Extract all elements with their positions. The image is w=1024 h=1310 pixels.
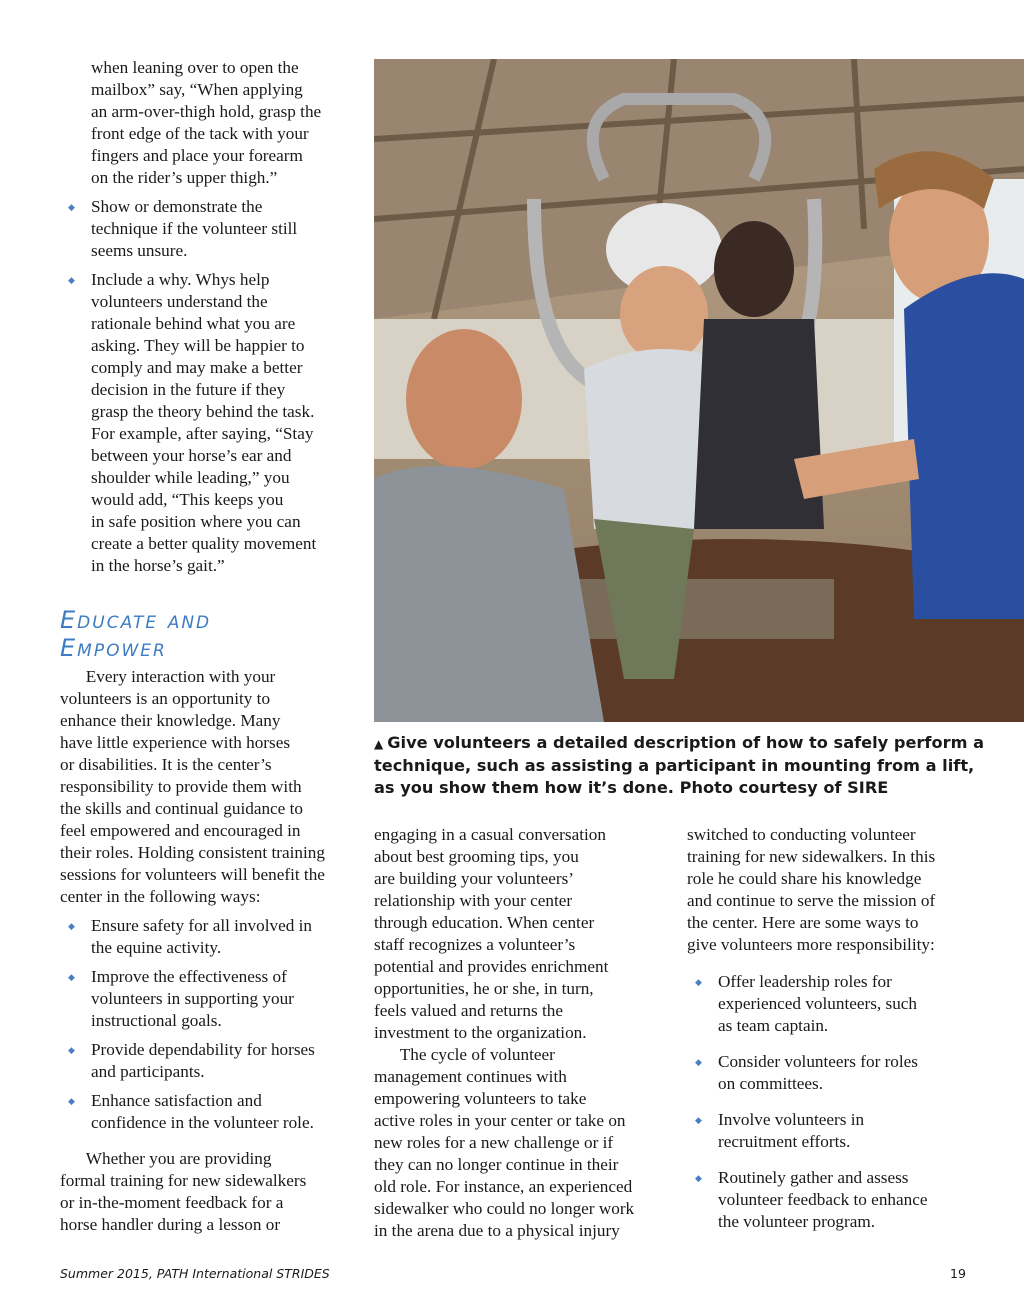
text-line: instructional goals. (91, 1011, 222, 1030)
text-line: seems unsure. (91, 241, 188, 260)
text-line: their roles. Holding consistent training (60, 843, 325, 862)
text-line: between your horse’s ear and (91, 446, 292, 465)
text-line: empowering volunteers to take (374, 1089, 587, 1108)
text-line: the center. Here are some ways to (687, 913, 919, 932)
text-line: are building your volunteers’ (374, 869, 574, 888)
text-line: the volunteer program. (718, 1212, 876, 1231)
text-line: ◆ Enhance satisfaction and (91, 1091, 262, 1110)
bullet-item (60, 966, 350, 1032)
text-line: opportunities, he or she, in turn, (374, 979, 594, 998)
text-line: comply and may make a better (91, 358, 303, 377)
text-line: enhance their knowledge. Many (60, 711, 281, 730)
text-line: center in the following ways: (60, 887, 261, 906)
text-line: investment to the organization. (374, 1023, 587, 1042)
section-heading (60, 604, 211, 664)
bullet-item (687, 1109, 987, 1153)
col2-paragraph-1 (374, 824, 664, 1044)
closing-paragraph (60, 1148, 350, 1236)
photo-illustration (374, 59, 1024, 722)
text-line: front edge of the tack with your (91, 124, 309, 143)
text-line: horse handler during a lesson or (60, 1215, 281, 1234)
text-line: fingers and place your forearm (91, 146, 303, 165)
text-line: switched to conducting volunteer (687, 825, 916, 844)
text-line: volunteers in supporting your (91, 989, 294, 1008)
text-line: decision in the future if they (91, 380, 286, 399)
text-line: ◆ Ensure safety for all involved in (91, 916, 312, 935)
text-line: an arm-over-thigh hold, grasp the (91, 102, 322, 121)
text-line: shoulder while leading,” you (91, 468, 290, 487)
text-line: in the horse’s gait.” (91, 556, 225, 575)
intro-paragraph (60, 666, 350, 908)
text-line: recruitment efforts. (718, 1132, 851, 1151)
text-line: create a better quality movement (91, 534, 317, 553)
text-line: they can no longer continue in their (374, 1155, 619, 1174)
column-2 (374, 824, 664, 1242)
text-line: rationale behind what you are (91, 314, 296, 333)
text-line: active roles in your center or take on (374, 1111, 626, 1130)
column-3 (687, 824, 987, 1233)
text-line: ◆ Improve the effectiveness of (91, 967, 287, 986)
text-line: volunteers understand the (91, 292, 268, 311)
text-line: ◆ Include a why. Whys help (91, 270, 270, 289)
text-line: ◆ Show or demonstrate the (91, 197, 263, 216)
text-line: Every interaction with your (60, 667, 276, 686)
text-line: role he could share his knowledge (687, 869, 922, 888)
responsibility-list (687, 971, 987, 1233)
text-line: training for new sidewalkers. In this (687, 847, 936, 866)
col2-paragraph-2 (374, 1044, 664, 1242)
text-line: on committees. (718, 1074, 824, 1093)
text-line: the skills and continual guidance to (60, 799, 303, 818)
text-line: formal training for new sidewalkers (60, 1171, 307, 1190)
text-line: confidence in the volunteer role. (91, 1113, 314, 1132)
bullet-item (687, 1167, 987, 1233)
text-line: grasp the theory behind the task. (91, 402, 315, 421)
text-line: feel empowered and encouraged in (60, 821, 301, 840)
benefits-list (60, 915, 350, 1134)
bullet-item (60, 269, 350, 577)
text-line: or in-the-moment feedback for a (60, 1193, 284, 1212)
bullet-item (60, 915, 350, 959)
text-line: through education. When center (374, 913, 595, 932)
continuation-paragraph (60, 57, 350, 189)
text-line: sidewalker who could no longer work (374, 1199, 635, 1218)
page-number: 19 (950, 1266, 966, 1281)
col3-paragraph (687, 824, 987, 956)
text-line: as team captain. (718, 1016, 829, 1035)
text-line: The cycle of volunteer (374, 1045, 555, 1064)
text-line: on the rider’s upper thigh.” (91, 168, 278, 187)
text-line: in the arena due to a physical injury (374, 1221, 620, 1240)
text-line: and participants. (91, 1062, 205, 1081)
text-line: mailbox” say, “When applying (91, 80, 303, 99)
text-line: engaging in a casual conversation (374, 825, 606, 844)
text-line: For example, after saying, “Stay (91, 424, 314, 443)
text-line: ◆ Routinely gather and assess (718, 1168, 909, 1187)
text-line: when leaning over to open the (91, 58, 299, 77)
bullet-list (60, 196, 350, 577)
text-line: responsibility to provide them with (60, 777, 302, 796)
text-line: experienced volunteers, such (718, 994, 918, 1013)
text-line: potential and provides enrichment (374, 957, 609, 976)
text-line: ◆ Involve volunteers in (718, 1110, 865, 1129)
column-1-bottom (60, 666, 350, 1236)
text-line: give volunteers more responsibility: (687, 935, 935, 954)
bullet-item (687, 971, 987, 1037)
text-line: ◆ Offer leadership roles for (718, 972, 892, 991)
mounting-lift-photo (374, 59, 1024, 722)
text-line: or disabilities. It is the center’s (60, 755, 272, 774)
section-heading-line1: Educate and (60, 606, 212, 634)
text-line: feels valued and returns the (374, 1001, 563, 1020)
bullet-item (60, 1090, 350, 1134)
text-line: in safe position where you can (91, 512, 301, 531)
text-line: relationship with your center (374, 891, 573, 910)
text-line: the equine activity. (91, 938, 222, 957)
text-line: Whether you are providing (60, 1149, 272, 1168)
text-line: management continues with (374, 1067, 567, 1086)
text-line: and continue to serve the mission of (687, 891, 936, 910)
text-line: about best grooming tips, you (374, 847, 579, 866)
bullet-item (60, 1039, 350, 1083)
text-line: new roles for a new challenge or if (374, 1133, 614, 1152)
text-line: technique if the volunteer still (91, 219, 298, 238)
column-1-top (60, 57, 350, 577)
text-line: asking. They will be happier to (91, 336, 305, 355)
bullet-item (687, 1051, 987, 1095)
text-line: would add, “This keeps you (91, 490, 284, 509)
footer-issue: Summer 2015, PATH International STRIDES (60, 1266, 330, 1281)
text-line: old role. For instance, an experienced (374, 1177, 633, 1196)
text-line: ◆ Consider volunteers for roles (718, 1052, 918, 1071)
bullet-item (60, 196, 350, 262)
text-line: staff recognizes a volunteer’s (374, 935, 576, 954)
text-line: have little experience with horses (60, 733, 291, 752)
section-heading-line2: Empower (60, 634, 167, 662)
text-line: ◆ Provide dependability for horses (91, 1040, 315, 1059)
text-line: sessions for volunteers will benefit the (60, 865, 325, 884)
text-line: volunteers is an opportunity to (60, 689, 271, 708)
caption-arrow-icon: ▲ (374, 737, 384, 751)
text-line: volunteer feedback to enhance (718, 1190, 928, 1209)
caption-text: Give volunteers a detailed description of how to safely perform a technique, such as assisting a participant in mounting from a lift, as you show them how it’s done. Photo courtesy of SIRE (374, 733, 984, 797)
photo-caption (374, 732, 984, 799)
